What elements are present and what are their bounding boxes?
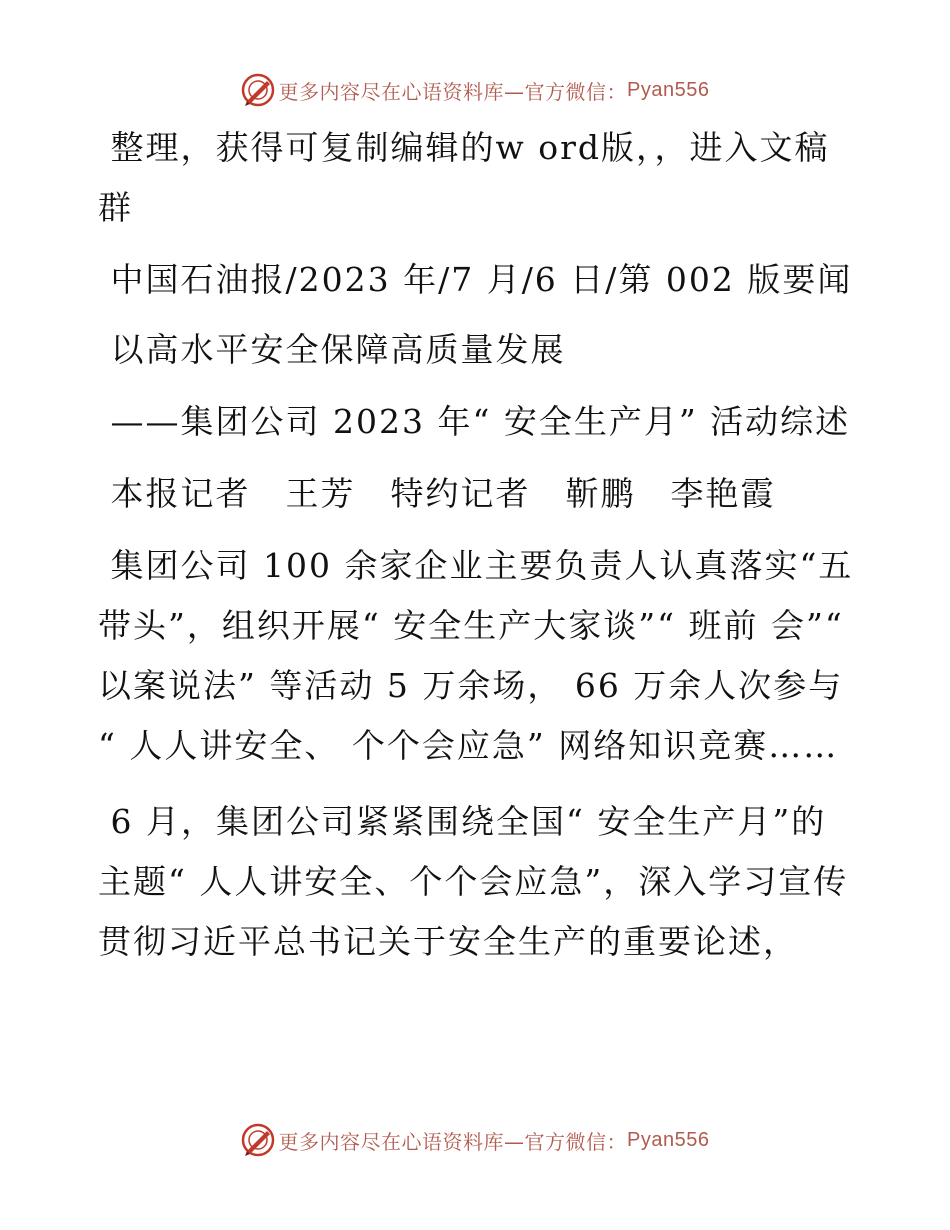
byline: 本报记者 王芳 特约记者 靳鹏 李艳霞	[98, 474, 776, 513]
banner-text: 更多内容尽在心语资料库—官方微信：	[278, 79, 628, 104]
paragraph-2: 6 月，集团公司紧紧围绕全国“ 安全生产月”的主题“ 人人讲安全、个个会应急”，深入学习宣传贯彻习近平总书记关于安全生产的重要论述，	[98, 802, 849, 961]
source-line: 中国石油报/2023 年/7 月/6 日/第 002 版要闻	[98, 260, 853, 299]
pen-logo-icon	[241, 1123, 275, 1157]
article-subtitle: ——集团公司 2023 年“ 安全生产月” 活动综述	[98, 402, 851, 441]
footer-banner	[0, 1120, 950, 1160]
wechat-id: Pyan556	[627, 1128, 710, 1151]
document-body	[98, 118, 858, 972]
paragraph-1: 集团公司 100 余家企业主要负责人认真落实“五带头”，组织开展“ 安全生产大家谈”“ 班前 会”“ 以案说法” 等活动 5 万余场， 66 万余人次参与 “ 人人讲安全、 个个会应急” 网络知识竞赛……	[98, 546, 857, 765]
wechat-id: Pyan556	[627, 78, 710, 101]
pen-logo-icon	[241, 73, 275, 107]
header-banner	[0, 70, 950, 110]
intro-line: 整理，获得可复制编辑的w ord版，，进入文稿群	[98, 128, 830, 227]
article-title: 以高水平安全保障高质量发展	[98, 330, 566, 369]
banner-text: 更多内容尽在心语资料库—官方微信：	[278, 1129, 628, 1154]
